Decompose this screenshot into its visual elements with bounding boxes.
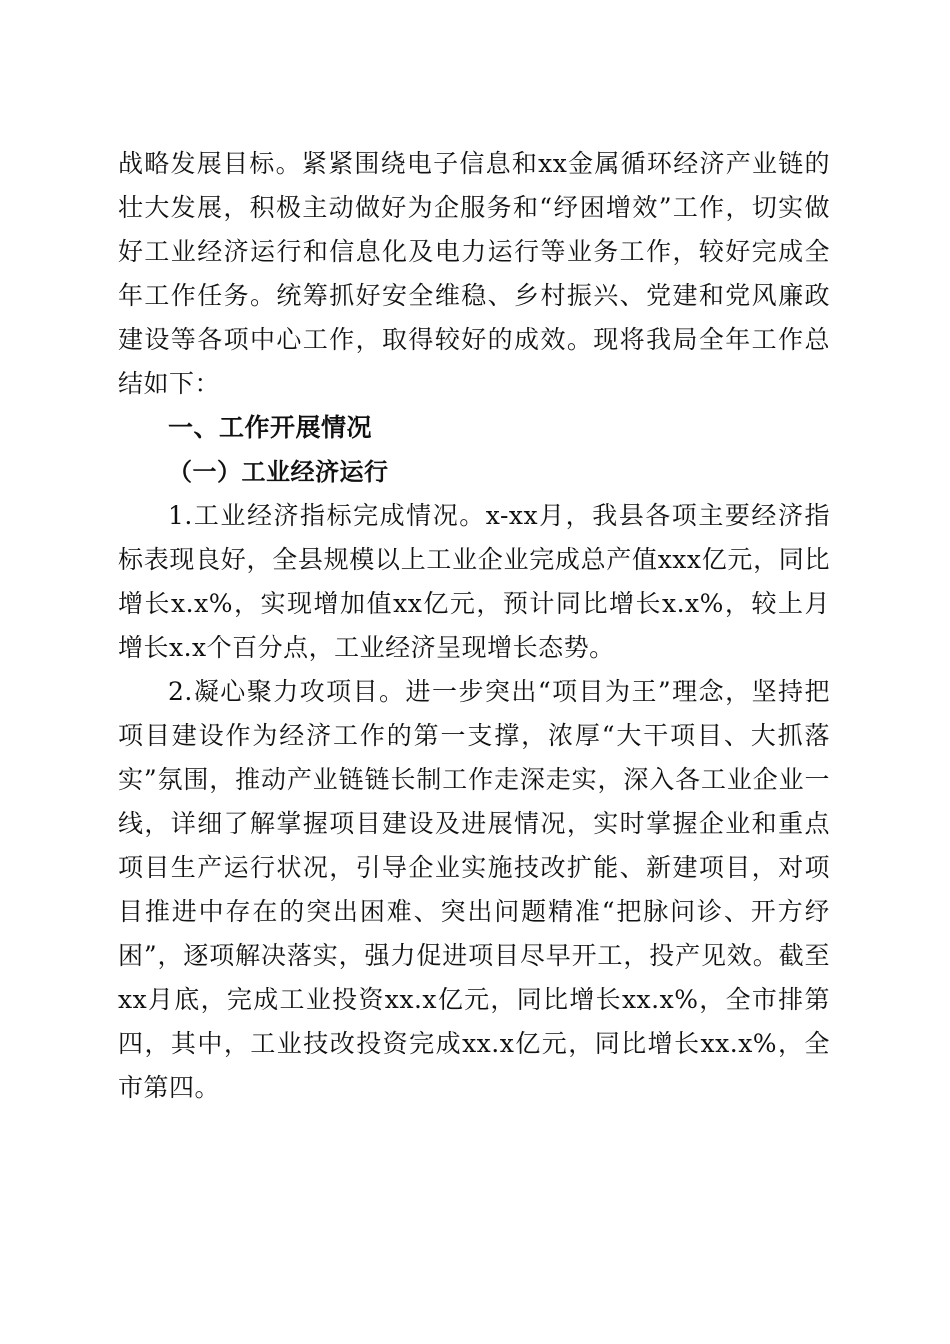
item2-paragraph: 2.凝心聚力攻项目。进一步突出“项目为王”理念，坚持把项目建设作为经济工作的第一支撑，浓厚“大干项目、大抓落实”氛围，推动产业链链长制工作走深走实，深入各工业企业一线，详细了解掌握项目建设及进展情况，实时掌握企业和重点项目生产运行状况，引导企业实施技改扩能、新建项目，对项目推进中存在的突出困难、突出问题精准“把脉问诊、开方纾困”，逐项解决落实，强力促进项目尽早开工，投产见效。截至xx月底，完成工业投资xx.x亿元，同比增长xx.x%，全市排第四，其中，工业技改投资完成xx.x亿元，同比增长xx.x%，全市第四。 [118,677,830,1102]
subsection-heading: （一）工业经济运行 [168,458,389,486]
document-body [118,142,830,1110]
section-heading: 一、工作开展情况 [168,413,373,442]
intro-paragraph: 战略发展目标。紧紧围绕电子信息和xx金属循环经济产业链的壮大发展，积极主动做好为企服务和“纾困增效”工作，切实做好工业经济运行和信息化及电力运行等业务工作，较好完成全年工作任务。统筹抓好安全维稳、乡村振兴、党建和党风廉政建设等各项中心工作，取得较好的成效。现将我局全年工作总结如下： [118,149,830,398]
item1-paragraph: 1.工业经济指标完成情况。x-xx月，我县各项主要经济指标表现良好，全县规模以上工业企业完成总产值xxx亿元，同比增长x.x%，实现增加值xx亿元，预计同比增长x.x%，较上月增长x.x个百分点，工业经济呈现增长态势。 [118,501,830,662]
